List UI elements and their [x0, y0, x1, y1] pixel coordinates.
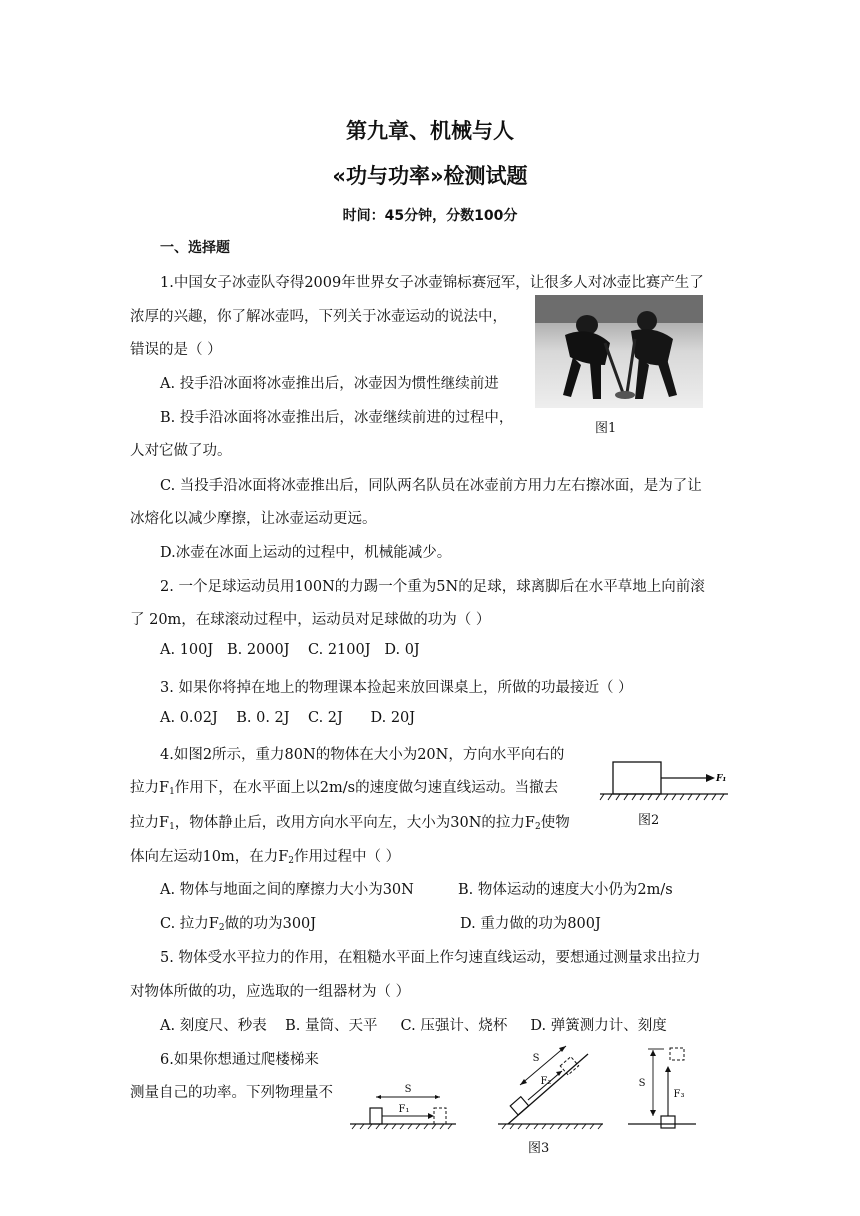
figure3-caption: 图3 [528, 1141, 550, 1156]
svg-text:F₃: F₃ [673, 1089, 685, 1100]
q4-option-c: C. 拉力$F_2$做的功为300J [160, 916, 317, 933]
section-heading: 一、选择题 [160, 240, 230, 256]
q4-option-b: B. 物体运动的速度大小仍为2m/s [458, 882, 673, 898]
q6-line1: 6.如果你想通过爬楼梯来 [160, 1052, 319, 1068]
svg-text:F₁: F₁ [398, 1104, 410, 1115]
figure1-caption: 图1 [595, 421, 617, 436]
q4-line3: 拉力$F_1$，物体静止后，改用方向水平向左，大小为30N的拉力$F_2$使物 [130, 815, 570, 832]
q1-line2: 浓厚的兴趣，你了解冰壶吗，下列关于冰壶运动的说法中， [130, 309, 507, 325]
figure2-caption: 图2 [638, 813, 660, 828]
q1-option-d: D.冰壶在冰面上运动的过程中，机械能减少。 [160, 545, 452, 561]
q5-options: A. 刻度尺、秒表 B. 量筒、天平 C. 压强计、烧杯 D. 弹簧测力计、刻度 [160, 1018, 667, 1034]
q3-line1: 3. 如果你将掉在地上的物理课本捡起来放回课桌上，所做的功最接近（ ） [160, 680, 633, 696]
svg-text:S: S [404, 1084, 412, 1095]
q4-line1: 4.如图2所示，重力80N的物体在大小为20N，方向水平向右的 [160, 747, 565, 763]
q1-line1: 1.中国女子冰壶队夺得2009年世界女子冰壶锦标赛冠军，让很多人对冰壶比赛产生了 [160, 275, 704, 291]
q5-line2: 对物体所做的功，应选取的一组器材为（ ） [130, 984, 411, 1000]
svg-text:F₂: F₂ [540, 1076, 552, 1087]
exam-meta: 时间：45分钟，分数100分 [342, 208, 518, 224]
q1-option-c-line2: 冰熔化以减少摩擦，让冰壶运动更远。 [130, 511, 377, 527]
q1-line3: 错误的是（ ） [130, 342, 222, 358]
q1-option-b-line2: 人对它做了功。 [130, 443, 232, 459]
svg-text:S: S [638, 1078, 646, 1089]
page-title: 第九章、机械与人 [346, 119, 514, 143]
q2-options: A. 100J B. 2000J C. 2100J D. 0J [160, 642, 420, 658]
q4-line4: 体向左运动10m，在力$F_2$作用过程中（ ） [130, 849, 401, 866]
figure3-diagram [348, 1040, 698, 1135]
q5-line1: 5. 物体受水平拉力的作用，在粗糙水平面上作匀速直线运动，要想通过测量求出拉力 [160, 950, 701, 966]
q3-options: A. 0.02J B. 0. 2J C. 2J D. 20J [160, 710, 416, 726]
curling-photo [535, 295, 703, 408]
q4-option-a: A. 物体与地面之间的摩擦力大小为30N [160, 882, 414, 898]
page-subtitle: «功与功率»检测试题 [332, 164, 528, 188]
q4-line2: 拉力$F_1$作用下，在水平面上以2m/s的速度做匀速直线运动。当撤去 [130, 780, 559, 797]
q4-option-d: D. 重力做的功为800J [460, 916, 601, 932]
q6-line2: 测量自己的功率。下列物理量不 [130, 1085, 333, 1101]
q2-line2: 了 20m，在球滚动过程中，运动员对足球做的功为（ ） [130, 612, 491, 628]
q1-option-c-line1: C. 当投手沿冰面将冰壶推出后，同队两名队员在冰壶前方用力左右擦冰面，是为了让 [160, 478, 702, 494]
q1-option-a: A. 投手沿冰面将冰壶推出后，冰壶因为惯性继续前进 [160, 376, 499, 392]
svg-text:S: S [532, 1053, 540, 1064]
q2-line1: 2. 一个足球运动员用100N的力踢一个重为5N的足球，球离脚后在水平草地上向前滚 [160, 579, 705, 595]
q1-option-b-line1: B. 投手沿冰面将冰壶推出后，冰壶继续前进的过程中， [160, 410, 514, 426]
figure2-diagram [598, 755, 733, 805]
figure2-force-label: F₁ [716, 774, 727, 784]
